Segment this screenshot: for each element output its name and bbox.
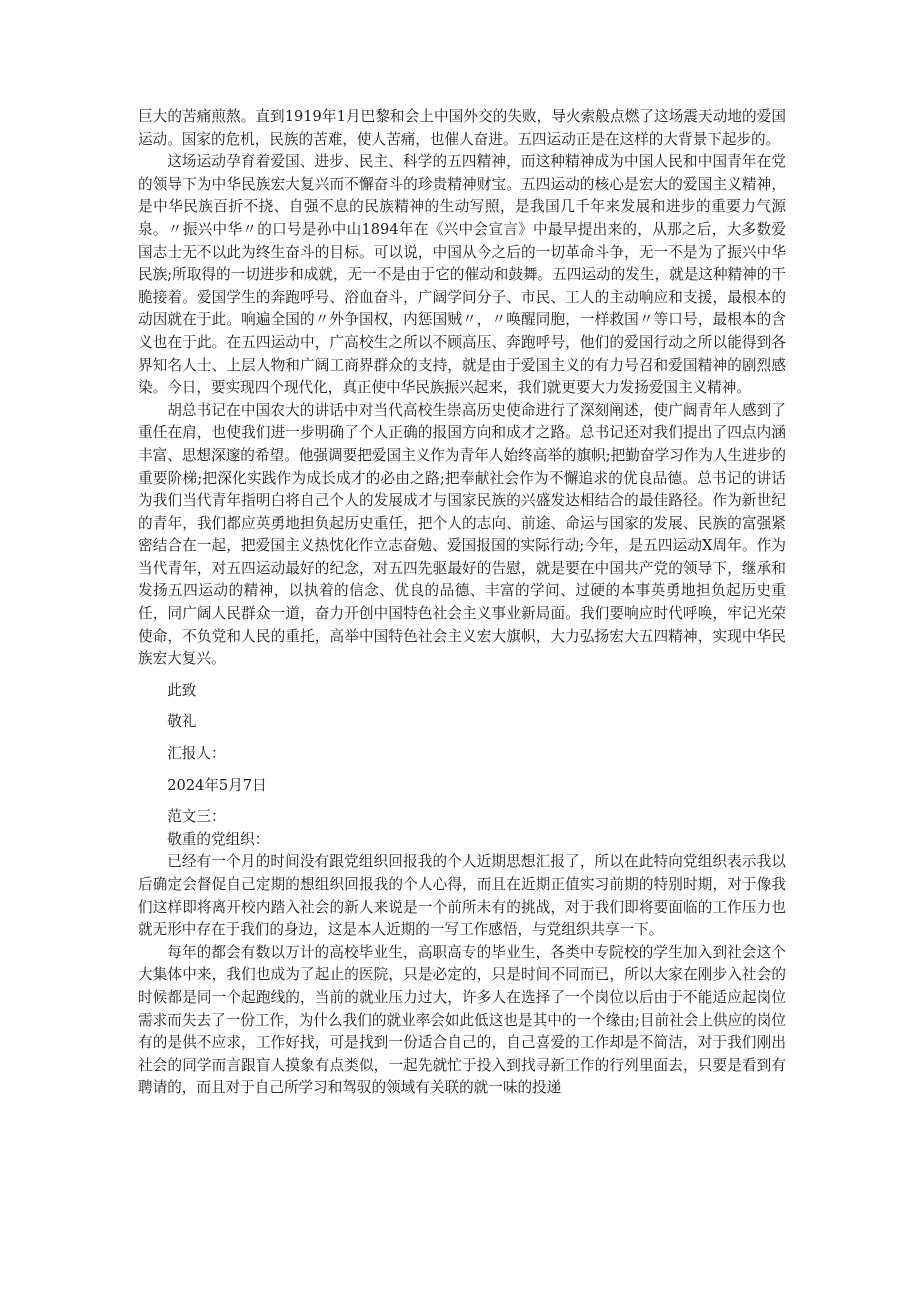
section-title: 范文三： [167, 808, 226, 826]
paragraph-1: 巨大的苦痛煎熬。直到1919年1月巴黎和会上中国外交的失败，导火索般点燃了这场震天动地的爱国运动。国家的危机，民族的苦难，使人苦痛，也催人奋进。五四运动正是在这样的大背景下起步的。 [138, 108, 786, 148]
paragraph-2: 这场运动孕育着爱国、进步、民主、科学的五四精神，而这种精神成为中国人民和中国青年在党的领导下为中华民族宏大复兴而不懈奋斗的珍贵精神财宝。五四运动的核心是宏大的爱国主义精神，是中华民族百折不挠、自强不息的民族精神的生动写照，是我国几千年来发展和进步的重要力气源泉。〃振兴中华〃的口号是孙中山1894年在《兴中会宣言》中最早提出来的，从那之后，大多数爱国志士无不以此为终生奋斗的目标。可以说，中国从今之后的一切革命斗争，无一不是为了振兴中华民族;所取得的一切进步和成就，无一不是由于它的催动和鼓舞。五四运动的发生，就是这种精神的干脆接着。爱国学生的奔跑呼号、浴血奋斗，广阔学问分子、市民、工人的主动响应和支援，最根本的动因就在于此。响遍全国的〃外争国权，内惩国贼〃，〃唤醒同胞，一样救国〃等口号，最根本的含义也在于此。在五四运动中，广高校生之所以不顾高压、奔跑呼号，他们的爱国行动之所以能得到各界知名人士、上层人物和广阔工商界群众的支持，就是由于爱国主义的有力号召和爱国精神的剧烈感染。今日，要实现四个现代化，真正使中华民族振兴起来，我们就更要大力发扬爱国主义精神。 [138, 153, 786, 397]
salutation: 敬重的党组织： [167, 830, 270, 848]
reporter-line: 汇报人： [167, 745, 226, 763]
closing-line-1: 此致 [167, 681, 197, 699]
closing-line-2: 敬礼 [167, 713, 197, 731]
paragraph-3: 胡总书记在中国农大的讲话中对当代高校生崇高历史使命进行了深刻阐述，使广阔青年人感到了重任在肩，也使我们进一步明确了个人正确的报国方向和成才之路。总书记还对我们提出了四点内涵丰富、思想深邃的希望。他强调要把爱国主义作为青年人始终高举的旗帜;把勤奋学习作为人生进步的重要阶梯;把深化实践作为成长成才的必由之路;把奉献社会作为不懈追求的优良品德。总书记的讲话为我们当代青年指明白将自己个人的发展成才与国家民族的兴盛发达相结合的最佳路径。作为新世纪的青年，我们都应英勇地担负起历史重任，把个人的志向、前途、命运与国家的发展、民族的富强紧密结合在一起，把爱国主义热忱化作立志奋勉、爱国报国的实际行动;今年，是五四运动X周年。作为当代青年，对五四运动最好的纪念，对五四先驱最好的告慰，就是要在中国共产党的领导下，继承和发扬五四运动的精神，以执着的信念、优良的品德、丰富的学问、过硬的本事英勇地担负起历史重任，同广阔人民群众一道，奋力开创中国特色社会主义事业新局面。我们要响应时代呼唤，牢记光荣使命，不负党和人民的重托，高举中国特色社会主义宏大旗帜，大力弘扬宏大五四精神，实现中华民族宏大复兴。 [138, 401, 786, 668]
document-page [138, 106, 786, 1100]
paragraph-4: 已经有一个月的时间没有跟党组织回报我的个人近期思想汇报了，所以在此特向党组织表示我以后确定会督促自己定期的想组织回报我的个人心得，而且在近期正值实习前期的特别时期，对于像我们这样即将离开校内踏入社会的新人来说是一个前所未有的挑战，对于我们即将要面临的工作压力也就无形中存在于我们的身边，这是本人近期的一写工作感悟，与党组织共享一下。 [138, 853, 786, 939]
date-line: 2024年5月7日 [167, 776, 267, 794]
paragraph-5: 每年的都会有数以万计的高校毕业生，高职高专的毕业生，各类中专院校的学生加入到社会这个大集体中来，我们也成为了起止的医院，只是必定的，只是时间不同而已，所以大家在刚步入社会的时候都是同一个起跑线的，当前的就业压力过大，许多人在选择了一个岗位以后由于不能适应起岗位需求而失去了一份工作，为什么我们的就业率会如此低这也是其中的一个缘由;目前社会上供应的岗位有的是供不应求，工作好找，可是找到一份适合自己的，自己喜爱的工作却是不简洁，对于我们刚出社会的同学而言跟盲人摸象有点类似，一起先就忙于投入到找寻新工作的行列里面去，只要是看到有聘请的，而且对于自己所学习和驾驭的领域有关联的就一味的投递 [138, 943, 786, 1097]
